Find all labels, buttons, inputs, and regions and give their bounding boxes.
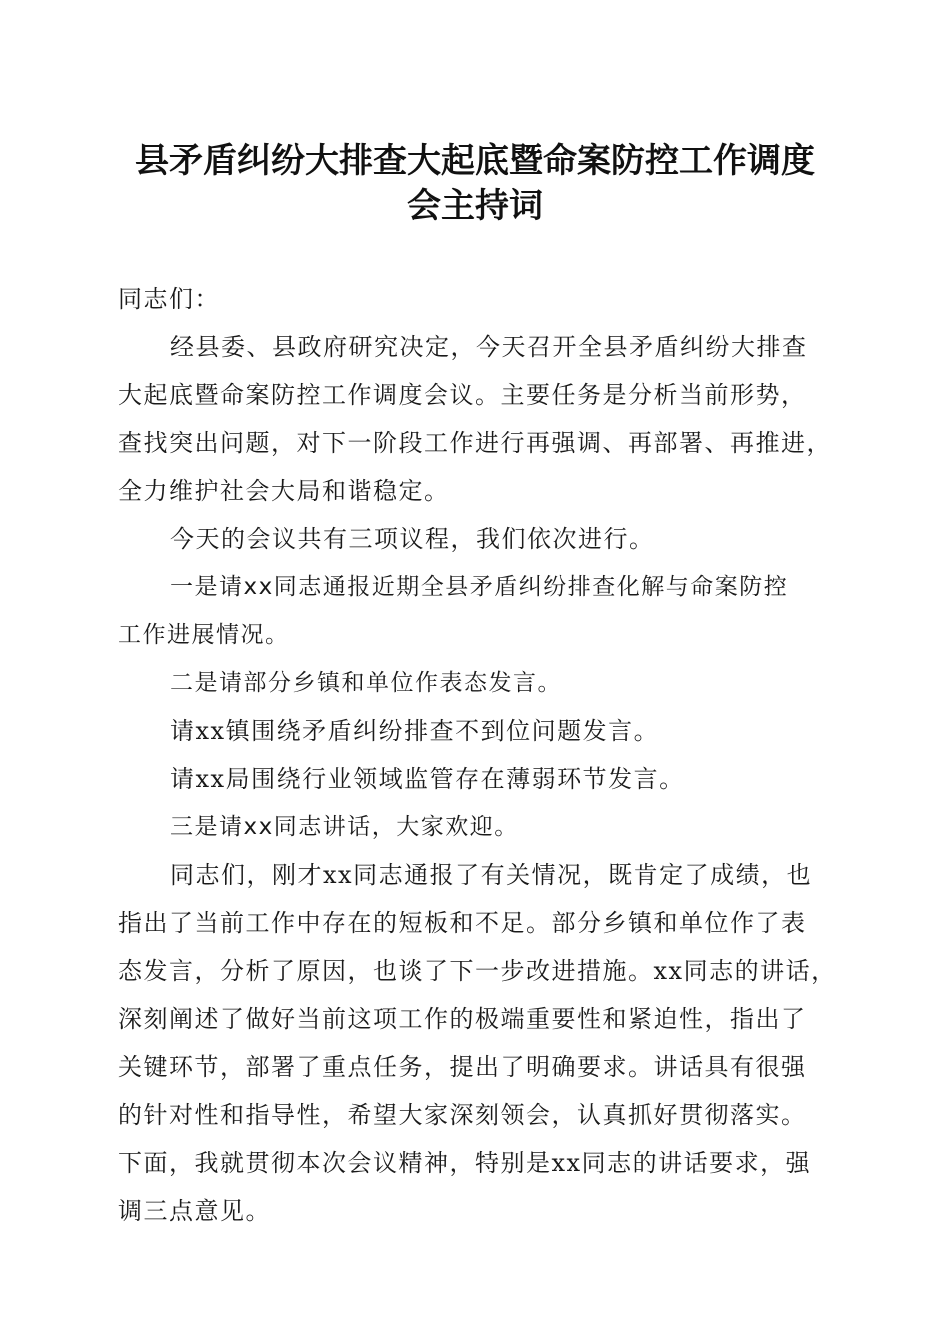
paragraph-line: 经县委、县政府研究决定，今天召开全县矛盾纠纷大排查 <box>170 333 808 361</box>
paragraph-line: 态发言，分析了原因，也谈了下一步改进措施。xx同志的讲话， <box>118 957 837 985</box>
paragraph-line: 关键环节，部署了重点任务，提出了明确要求。讲话具有很强 <box>118 1053 807 1081</box>
paragraph-line: 查找突出问题，对下一阶段工作进行再强调、再部署、再推进， <box>118 429 832 457</box>
document-title-line-1: 县矛盾纠纷大排查大起底暨命案防控工作调度 <box>135 141 815 181</box>
paragraph-line: 下面，我就贯彻本次会议精神，特别是xx同志的讲话要求，强 <box>118 1149 812 1177</box>
agenda-item-3: 三是请xx同志讲话，大家欢迎。 <box>170 814 519 840</box>
agenda-sub-item: 请xx镇围绕矛盾纠纷排查不到位问题发言。 <box>170 717 660 745</box>
paragraph-line: 今天的会议共有三项议程，我们依次进行。 <box>170 525 655 553</box>
paragraph-line: 全力维护社会大局和谐稳定。 <box>118 477 450 505</box>
agenda-item-1-cont: 工作进展情况。 <box>118 622 290 648</box>
agenda-item-2: 二是请部分乡镇和单位作表态发言。 <box>170 670 562 696</box>
paragraph-line: 同志们，刚才xx同志通报了有关情况，既肯定了成绩，也 <box>170 861 813 889</box>
paragraph-line: 深刻阐述了做好当前这项工作的极端重要性和紧迫性，指出了 <box>118 1005 807 1033</box>
paragraph-line: 大起底暨命案防控工作调度会议。主要任务是分析当前形势， <box>118 381 807 409</box>
paragraph-line: 指出了当前工作中存在的短板和不足。部分乡镇和单位作了表 <box>118 909 807 937</box>
agenda-sub-item: 请xx局围绕行业领域监管存在薄弱环节发言。 <box>170 765 685 793</box>
paragraph-line: 调三点意见。 <box>118 1197 271 1225</box>
salutation: 同志们： <box>118 285 220 313</box>
document-title-line-2: 会主持词 <box>407 186 543 226</box>
agenda-item-1: 一是请xx同志通报近期全县矛盾纠纷排查化解与命案防控 <box>170 574 789 600</box>
paragraph-line: 的针对性和指导性，希望大家深刻领会，认真抓好贯彻落实。 <box>118 1101 807 1129</box>
